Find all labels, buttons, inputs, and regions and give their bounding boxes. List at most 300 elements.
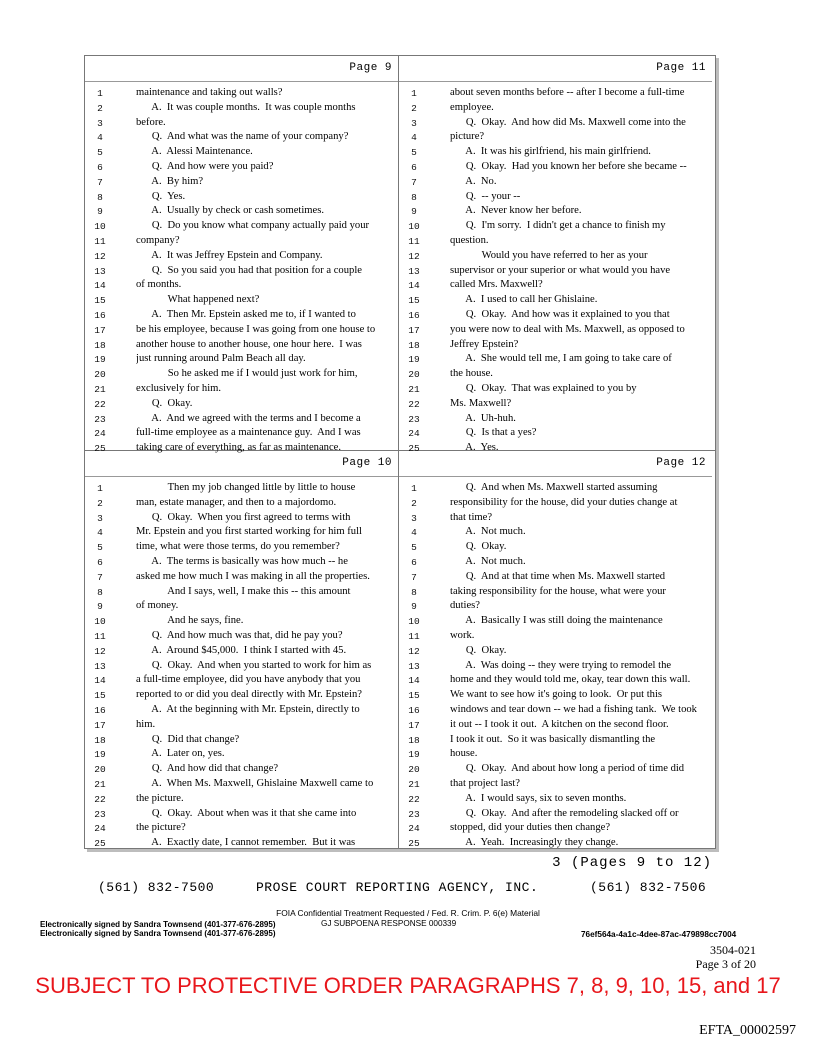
transcript-line: [85, 777, 398, 792]
line-number: 25: [94, 838, 106, 850]
line-text: question.: [450, 234, 489, 246]
line-number: 5: [97, 542, 103, 554]
transcript-line: [399, 190, 712, 205]
line-text: A. When Ms. Maxwell, Ghislaine Maxwell came to: [136, 777, 374, 789]
line-number: 11: [94, 630, 106, 642]
transcript-line: [85, 821, 398, 836]
line-text: A. At the beginning with Mr. Epstein, directly to: [136, 703, 360, 715]
line-number: 22: [408, 398, 420, 410]
line-text: Then my job changed little by little to house: [136, 482, 356, 493]
transcript-line: [399, 777, 712, 792]
line-number: 18: [408, 339, 420, 351]
line-text: Q. Okay. And after the remodeling slacked off or: [450, 807, 679, 819]
line-text: A. The terms is basically was how much -- he: [136, 555, 348, 567]
line-text: that project last?: [450, 777, 521, 789]
line-text: A. Later on, yes.: [136, 748, 225, 760]
line-text: I took it out. So it was basically dismantling the: [450, 733, 656, 745]
line-number: 2: [411, 102, 417, 114]
line-number: 11: [408, 630, 420, 642]
transcript-lines: [399, 476, 712, 851]
transcript-line: [399, 86, 712, 101]
line-number: 3: [411, 512, 417, 524]
line-number: 17: [94, 324, 106, 336]
line-text: picture?: [450, 131, 485, 143]
line-text: of money.: [136, 600, 179, 612]
transcript-line: [85, 747, 398, 762]
transcript-line: [85, 555, 398, 570]
line-number: 25: [94, 443, 106, 455]
transcript-line: [399, 644, 712, 659]
line-text: the picture.: [136, 792, 184, 804]
line-text: the house.: [450, 368, 493, 380]
line-number: 19: [408, 354, 420, 366]
line-text: time, what were those terms, do you remember?: [136, 541, 340, 553]
line-number: 6: [411, 161, 417, 173]
transcript-line: [399, 160, 712, 175]
page-header: Page 9: [349, 62, 392, 74]
line-text: asked me how much I was making in all the properties.: [136, 570, 370, 582]
line-text: stopped, did your duties then change?: [450, 822, 611, 834]
transcript-line: [399, 426, 712, 441]
line-number: 14: [94, 280, 106, 292]
line-text: Q. Okay.: [136, 397, 193, 409]
line-text: a full-time employee, did you have anybody that you: [136, 674, 361, 686]
line-text: Q. Okay. And about how long a period of time did: [450, 763, 685, 775]
line-number: 1: [411, 88, 417, 99]
transcript-line: [399, 323, 712, 338]
transcript-line: [85, 264, 398, 279]
transcript-line: [85, 540, 398, 555]
transcript-line: [399, 496, 712, 511]
transcript-line: [399, 264, 712, 279]
line-text: about seven months before -- after I become a full-time: [450, 87, 685, 98]
line-number: 10: [408, 616, 420, 628]
line-text: Q. Okay. That was explained to you by: [450, 382, 637, 394]
line-number: 19: [94, 354, 106, 366]
transcript-line: [85, 382, 398, 397]
line-number: 18: [94, 339, 106, 351]
transcript-line: [85, 323, 398, 338]
line-number: 8: [411, 191, 417, 203]
line-number: 24: [94, 823, 106, 835]
line-text: Q. And what was the name of your company?: [136, 131, 349, 143]
line-text: just running around Palm Beach all day.: [136, 353, 306, 365]
transcript-line: [399, 836, 712, 851]
transcript-line: [399, 382, 712, 397]
line-number: 19: [94, 749, 106, 761]
line-number: 24: [94, 428, 106, 440]
transcript-line: [85, 481, 398, 496]
line-number: 4: [411, 527, 417, 539]
transcript-line: [399, 585, 712, 600]
line-text: taking responsibility for the house, what were your: [450, 585, 666, 597]
line-text: maintenance and taking out walls?: [136, 87, 283, 98]
page-header: Page 11: [656, 62, 706, 74]
line-number: 23: [94, 413, 106, 425]
line-number: 9: [411, 206, 417, 218]
transcript-line: [399, 219, 712, 234]
line-number: 22: [408, 793, 420, 805]
line-number: 23: [94, 808, 106, 820]
line-text: him.: [136, 718, 156, 730]
transcript-line: [85, 352, 398, 367]
line-text: taking care of everything, as far as maintenance.: [136, 442, 342, 454]
line-number: 17: [408, 324, 420, 336]
transcript-line: [85, 673, 398, 688]
transcript-line: [399, 511, 712, 526]
transcript-line: [85, 86, 398, 101]
line-text: A. Basically I was still doing the maintenance: [450, 615, 663, 627]
line-text: A. Then Mr. Epstein asked me to, if I wanted to: [136, 308, 356, 320]
line-number: 17: [408, 719, 420, 731]
transcript-line: [85, 308, 398, 323]
transcript-line: [85, 397, 398, 412]
line-text: the picture?: [136, 822, 186, 834]
line-number: 15: [94, 690, 106, 702]
line-number: 20: [408, 369, 420, 381]
line-number: 5: [411, 147, 417, 159]
page-header: Page 12: [656, 457, 706, 469]
transcript-line: [399, 718, 712, 733]
line-text: Q. Okay. And how was it explained to you that: [450, 308, 670, 320]
line-number: 15: [408, 690, 420, 702]
transcript-line: [399, 807, 712, 822]
transcript-line: [399, 397, 712, 412]
transcript-line: [85, 293, 398, 308]
transcript-line: [85, 219, 398, 234]
line-text: A. Yeah. Increasingly they change.: [450, 837, 619, 849]
line-number: 13: [408, 660, 420, 672]
transcript-line: [399, 673, 712, 688]
transcript-lines: [85, 476, 398, 851]
line-text: A. I used to call her Ghislaine.: [450, 294, 598, 306]
line-number: 7: [411, 176, 417, 188]
line-text: Q. Yes.: [136, 190, 186, 202]
line-number: 25: [408, 838, 420, 850]
line-text: Q. Okay. About when was it that she came into: [136, 807, 357, 819]
pages-range-label: 3 (Pages 9 to 12): [552, 855, 712, 871]
line-text: house.: [450, 748, 478, 760]
line-number: 16: [94, 704, 106, 716]
line-number: 4: [97, 132, 103, 144]
line-text: Q. So you said you had that position for a couple: [136, 264, 362, 276]
transcript-lines: [399, 81, 712, 456]
transcript-line: [85, 204, 398, 219]
line-text: you were now to deal with Ms. Maxwell, as opposed to: [450, 323, 685, 335]
transcript-lines: [85, 81, 398, 456]
esign-line-2: Electronically signed by Sandra Townsend (401-377-676-2895): [40, 929, 276, 938]
transcript-line: [399, 629, 712, 644]
transcript-line: [85, 496, 398, 511]
line-number: 3: [97, 512, 103, 524]
line-number: 15: [408, 295, 420, 307]
transcript-line: [85, 599, 398, 614]
transcript-line: [85, 249, 398, 264]
line-text: Q. Okay. And how did Ms. Maxwell come into the: [450, 116, 686, 128]
line-text: We want to see how it's going to look. Or put this: [450, 689, 663, 701]
line-text: Q. Do you know what company actually paid your: [136, 220, 370, 232]
line-text: work.: [450, 629, 475, 641]
transcript-line: [85, 160, 398, 175]
line-number: 24: [408, 823, 420, 835]
line-text: A. Uh-huh.: [450, 412, 516, 424]
transcript-line: [399, 659, 712, 674]
line-text: of months.: [136, 279, 182, 291]
transcript-line: [399, 204, 712, 219]
line-number: 20: [94, 764, 106, 776]
line-number: 7: [97, 176, 103, 188]
line-number: 24: [408, 428, 420, 440]
transcript-line: [399, 293, 712, 308]
line-text: A. She would tell me, I am going to take care of: [450, 353, 672, 365]
line-text: Jeffrey Epstein?: [450, 338, 519, 350]
transcript-line: [85, 145, 398, 160]
transcript-line: [85, 570, 398, 585]
transcript-line: [85, 367, 398, 382]
line-number: 20: [408, 764, 420, 776]
page-of-label: Page 3 of 20: [695, 957, 756, 971]
line-number: 15: [94, 295, 106, 307]
line-text: Q. Is that a yes?: [450, 427, 537, 439]
transcript-line: [399, 234, 712, 249]
line-number: 21: [408, 383, 420, 395]
line-number: 12: [408, 645, 420, 657]
line-text: be his employee, because I was going from one house to: [136, 323, 376, 335]
line-text: Q. Did that change?: [136, 733, 240, 745]
transcript-line: [399, 733, 712, 748]
line-number: 8: [411, 586, 417, 598]
line-text: A. Alessi Maintenance.: [136, 146, 253, 158]
line-text: A. By him?: [136, 175, 204, 187]
transcript-line: [85, 338, 398, 353]
esign-line-1: Electronically signed by Sandra Townsend (401-377-676-2895): [40, 920, 276, 929]
line-number: 18: [94, 734, 106, 746]
line-number: 1: [97, 88, 103, 99]
line-text: A. Not much.: [450, 526, 526, 538]
transcript-line: [399, 101, 712, 116]
transcript-line: [399, 116, 712, 131]
line-number: 10: [408, 221, 420, 233]
line-number: 21: [408, 778, 420, 790]
line-text: What happened next?: [136, 294, 260, 306]
line-text: home and they would told me, okay, tear down this wall.: [450, 674, 691, 686]
line-text: A. It was couple months. It was couple months: [136, 101, 356, 113]
line-text: exclusively for him.: [136, 382, 222, 394]
transcript-line: [85, 659, 398, 674]
transcript-line: [85, 412, 398, 427]
transcript-line: [399, 308, 712, 323]
line-text: A. Not much.: [450, 555, 526, 567]
line-number: 6: [97, 161, 103, 173]
transcript-line: [85, 585, 398, 600]
transcript-line: [399, 614, 712, 629]
line-text: A. Never know her before.: [450, 205, 582, 217]
transcript-line: [85, 644, 398, 659]
line-text: Q. And how did that change?: [136, 763, 279, 775]
line-text: before.: [136, 116, 166, 128]
transcript-line: [85, 807, 398, 822]
transcript-line: [85, 703, 398, 718]
transcript-line: [399, 688, 712, 703]
transcript-line: [399, 525, 712, 540]
line-text: So he asked me if I would just work for him,: [136, 368, 358, 380]
line-text: company?: [136, 234, 180, 246]
transcript-line: [85, 614, 398, 629]
line-number: 3: [411, 117, 417, 129]
line-text: Q. Okay.: [450, 644, 507, 656]
line-number: 2: [97, 497, 103, 509]
line-number: 22: [94, 793, 106, 805]
line-text: A. I would says, six to seven months.: [450, 792, 627, 804]
line-number: 5: [411, 542, 417, 554]
line-number: 11: [94, 235, 106, 247]
transcript-line: [399, 412, 712, 427]
line-text: Q. -- your --: [450, 190, 521, 202]
transcript-line: [399, 145, 712, 160]
line-number: 25: [408, 443, 420, 455]
line-text: Would you have referred to her as your: [450, 249, 648, 261]
line-number: 20: [94, 369, 106, 381]
line-number: 5: [97, 147, 103, 159]
line-text: supervisor or your superior or what would you have: [450, 264, 671, 276]
line-text: that time?: [450, 511, 493, 523]
transcript-line: [399, 747, 712, 762]
transcript-line: [399, 481, 712, 496]
line-text: windows and tear down -- we had a fishing tank. We took: [450, 703, 697, 715]
line-number: 21: [94, 383, 106, 395]
transcript-page-10: [85, 451, 398, 850]
line-number: 2: [97, 102, 103, 114]
line-number: 12: [94, 645, 106, 657]
transcript-line: [85, 836, 398, 851]
line-number: 10: [94, 616, 106, 628]
transcript-line: [399, 792, 712, 807]
line-number: 6: [97, 556, 103, 568]
line-text: Q. And how much was that, did he pay you?: [136, 629, 343, 641]
line-number: 23: [408, 413, 420, 425]
line-text: A. Yes.: [450, 442, 499, 454]
line-text: responsibility for the house, did your duties change at: [450, 496, 678, 508]
line-number: 12: [408, 250, 420, 262]
line-text: Q. And how were you paid?: [136, 160, 274, 172]
foia-notice: FOIA Confidential Treatment Requested / Fed. R. Crim. P. 6(e) Material: [276, 908, 540, 918]
line-number: 14: [408, 280, 420, 292]
transcript-line: [399, 762, 712, 777]
line-text: Mr. Epstein and you first started working for him full: [136, 526, 362, 538]
efta-id: EFTA_00002597: [699, 1023, 796, 1038]
line-number: 16: [408, 704, 420, 716]
transcript-line: [85, 116, 398, 131]
line-number: 1: [97, 483, 103, 494]
transcript-line: [85, 234, 398, 249]
line-text: Q. And at that time when Ms. Maxwell started: [450, 570, 666, 582]
transcript-line: [399, 130, 712, 145]
line-text: full-time employee as a maintenance guy. And I was: [136, 427, 361, 439]
line-text: A. Was doing -- they were trying to remodel the: [450, 659, 672, 671]
line-text: employee.: [450, 101, 494, 113]
line-text: A. And we agreed with the terms and I become a: [136, 412, 361, 424]
line-number: 18: [408, 734, 420, 746]
line-number: 12: [94, 250, 106, 262]
line-text: Q. Okay. Had you known her before she became --: [450, 160, 687, 172]
transcript-line: [399, 555, 712, 570]
line-number: 6: [411, 556, 417, 568]
line-number: 1: [411, 483, 417, 494]
line-text: Q. Okay.: [450, 541, 507, 553]
transcript-page-11: [399, 56, 712, 455]
line-number: 3: [97, 117, 103, 129]
line-text: Q. I'm sorry. I didn't get a chance to finish my: [450, 220, 666, 232]
line-number: 4: [411, 132, 417, 144]
line-number: 9: [97, 601, 103, 613]
line-number: 16: [408, 309, 420, 321]
agency-name: PROSE COURT REPORTING AGENCY, INC.: [256, 880, 539, 895]
transcript-line: [399, 278, 712, 293]
transcript-line: [85, 130, 398, 145]
phone-left: (561) 832-7500: [98, 880, 215, 895]
transcript-line: [399, 540, 712, 555]
page-header: Page 10: [342, 457, 392, 469]
transcript-page-9: [85, 56, 398, 455]
document-hash: 76ef564a-4a1c-4dee-87ac-479898cc7004: [581, 930, 737, 939]
doc-number: 3504-021: [710, 943, 756, 957]
line-number: 8: [97, 191, 103, 203]
transcript-line: [85, 792, 398, 807]
protective-order-notice: SUBJECT TO PROTECTIVE ORDER PARAGRAPHS 7, 8, 9, 10, 15, and 17: [35, 973, 781, 998]
line-number: 9: [97, 206, 103, 218]
line-text: called Mrs. Maxwell?: [450, 279, 543, 291]
line-number: 8: [97, 586, 103, 598]
line-text: A. No.: [450, 175, 497, 187]
line-text: it out -- I took it out. A kitchen on the second floor.: [450, 718, 669, 730]
line-text: A. Exactly date, I cannot remember. But it was: [136, 837, 356, 849]
transcript-line: [399, 821, 712, 836]
line-number: 7: [97, 571, 103, 583]
transcript-line: [85, 525, 398, 540]
transcript-line: [85, 733, 398, 748]
line-number: 21: [94, 778, 106, 790]
transcript-line: [399, 249, 712, 264]
line-number: 2: [411, 497, 417, 509]
transcript-line: [399, 338, 712, 353]
line-number: 14: [408, 675, 420, 687]
line-text: A. It was his girlfriend, his main girlfriend.: [450, 146, 651, 158]
transcript-line: [85, 511, 398, 526]
line-number: 22: [94, 398, 106, 410]
transcript-line: [85, 190, 398, 205]
transcript-line: [399, 367, 712, 382]
line-number: 10: [94, 221, 106, 233]
transcript-line: [85, 426, 398, 441]
line-text: man, estate manager, and then to a majordomo.: [136, 496, 337, 508]
line-text: And I says, well, I make this -- this amount: [136, 585, 351, 597]
subpoena-label: GJ SUBPOENA RESPONSE 000339: [321, 919, 457, 928]
transcript-line: [399, 175, 712, 190]
transcript-line: [85, 718, 398, 733]
transcript-line: [85, 688, 398, 703]
transcript-line: [399, 599, 712, 614]
line-text: reported to or did you deal directly with Mr. Epstein?: [136, 689, 362, 701]
line-text: Q. Okay. And when you started to work for him as: [136, 659, 372, 671]
transcript-line: [399, 352, 712, 367]
line-text: Ms. Maxwell?: [450, 397, 512, 409]
line-number: 17: [94, 719, 106, 731]
line-text: Q. And when Ms. Maxwell started assuming: [450, 482, 658, 493]
line-text: A. Usually by check or cash sometimes.: [136, 205, 325, 217]
line-number: 13: [408, 265, 420, 277]
line-number: 11: [408, 235, 420, 247]
line-text: A. It was Jeffrey Epstein and Company.: [136, 249, 323, 261]
